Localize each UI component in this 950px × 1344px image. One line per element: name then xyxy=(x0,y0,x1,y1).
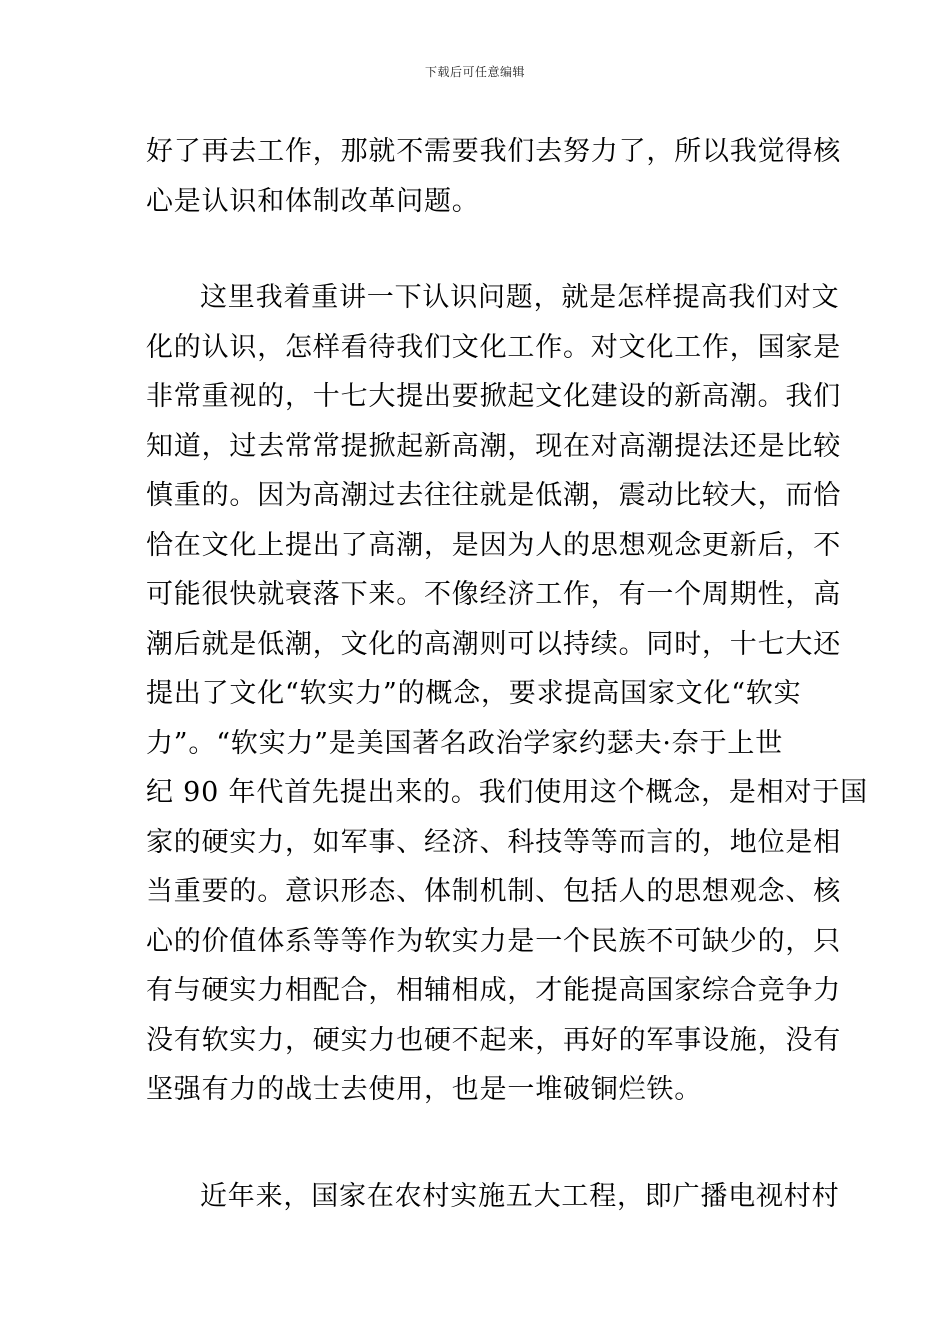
page-header: 下载后可任意编辑 xyxy=(424,65,525,79)
paragraph-line: 好了再去工作，那就不需要我们去努力了，所以我觉得核 xyxy=(146,136,841,167)
paragraph-line: 慎重的。因为高潮过去往往就是低潮，震动比较大，而恰 xyxy=(146,480,841,511)
paragraph-line: 近年来，国家在农村实施五大工程，即广播电视村村 xyxy=(200,1181,840,1212)
paragraph-line: 恰在文化上提出了高潮，是因为人的思想观念更新后，不 xyxy=(146,529,841,561)
paragraph-line: 纪 90 年代首先提出来的。我们使用这个概念，是相对于国 xyxy=(146,777,868,808)
paragraph-line: 心是认识和体制改革问题。 xyxy=(146,185,480,217)
paragraph-line: 化的认识，怎样看待我们文化工作。对文化工作，国家是 xyxy=(146,331,841,363)
paragraph-line: 可能很快就衰落下来。不像经济工作，有一个周期性，高 xyxy=(146,579,841,610)
paragraph-line: 非常重视的，十七大提出要掀起文化建设的新高潮。我们 xyxy=(146,381,841,412)
paragraph-line: 当重要的。意识形态、体制机制、包括人的思想观念、核 xyxy=(146,876,841,907)
paragraph-line: 提出了文化“软实力”的概念，要求提高国家文化“软实 xyxy=(146,678,802,709)
paragraph-line: 家的硬实力，如军事、经济、科技等等而言的，地位是相 xyxy=(146,826,841,858)
paragraph-1 xyxy=(146,127,841,226)
paragraph-line: 潮后就是低潮，文化的高潮则可以持续。同时，十七大还 xyxy=(146,628,841,660)
paragraph-line: 这里我着重讲一下认识问题，就是怎样提高我们对文 xyxy=(200,282,840,313)
paragraph-line: 知道，过去常常提掀起新高潮，现在对高潮提法还是比较 xyxy=(146,430,841,462)
paragraph-line: 坚强有力的战士去使用，也是一堆破铜烂铁。 xyxy=(146,1074,702,1105)
paragraph-line: 力”。“软实力”是美国著名政治学家约瑟夫·奈于上世 xyxy=(146,727,783,759)
paragraph-line: 没有软实力，硬实力也硬不起来，再好的军事设施，没有 xyxy=(146,1024,841,1056)
paragraph-2 xyxy=(146,273,868,1115)
paragraph-3 xyxy=(146,1172,840,1222)
paragraph-line: 心的价值体系等等作为软实力是一个民族不可缺少的，只 xyxy=(146,925,841,957)
paragraph-line: 有与硬实力相配合，相辅相成，才能提高国家综合竞争力 xyxy=(146,975,841,1006)
